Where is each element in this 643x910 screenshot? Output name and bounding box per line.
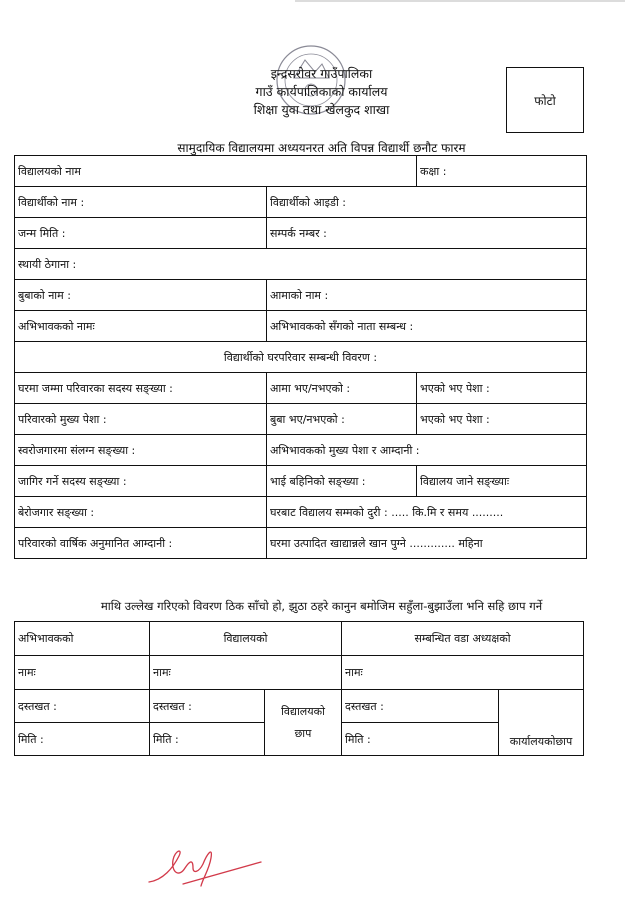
- guardian-name-field[interactable]: अभिभावकको नामः: [15, 311, 267, 342]
- guardian-income-field[interactable]: अभिभावकको मुख्य पेशा र आम्दानी :: [267, 435, 587, 466]
- class-field[interactable]: कक्षा :: [417, 156, 587, 187]
- declaration-text: माथि उल्लेख गरिएको विवरण ठिक साँचो हो, झुठा ठहरे कानुन बमोजिम सहुँला-बुझाउँला भनि सहि छाप गर्ने: [100, 599, 543, 613]
- annual-income-field[interactable]: परिवारको वार्षिक अनुमानित आम्दानी :: [15, 528, 267, 559]
- school-stamp-label: विद्यालयको: [281, 704, 325, 718]
- table-row: [15, 342, 587, 373]
- table-row: [15, 187, 587, 218]
- table-row: [15, 249, 587, 280]
- table-row: [15, 497, 587, 528]
- ward-chair-heading: सम्बन्धित वडा अध्यक्षको: [342, 622, 584, 656]
- father-occupation-field[interactable]: भएको भए पेशा :: [417, 404, 587, 435]
- table-row: [15, 466, 587, 497]
- municipality-name: इन्द्रसरोवर गाउँपालिका: [270, 66, 373, 81]
- stamp-label: छाप: [294, 726, 312, 740]
- school-stamp-box: [265, 690, 342, 756]
- siblings-field[interactable]: भाई बहिनिको सङ्ख्या :: [267, 466, 417, 497]
- mother-name-field[interactable]: आमाको नाम :: [267, 280, 587, 311]
- table-row: [15, 622, 584, 656]
- office-stamp-box: कार्यालयकोछाप: [499, 690, 584, 756]
- table-row: [15, 373, 587, 404]
- table-row: [15, 311, 587, 342]
- father-name-field[interactable]: बुबाको नाम :: [15, 280, 267, 311]
- photo-box: [506, 67, 584, 133]
- student-id-field[interactable]: विद्यार्थीको आइडी :: [267, 187, 587, 218]
- school-name-field[interactable]: विद्यालयको नाम: [15, 156, 417, 187]
- handwritten-signature-icon: [143, 838, 265, 894]
- table-row: [15, 435, 587, 466]
- family-occupation-field[interactable]: परिवारको मुख्य पेशा :: [15, 404, 267, 435]
- guardian-name-sign-field[interactable]: नामः: [15, 656, 150, 690]
- unemployed-field[interactable]: बेरोजगार सङ्ख्या :: [15, 497, 267, 528]
- self-employed-field[interactable]: स्वरोजगारमा संलग्न सङ्ख्या :: [15, 435, 267, 466]
- food-sufficiency-field[interactable]: घरमा उत्पादित खाद्यान्नले खान पुग्ने ............. महिना: [267, 528, 587, 559]
- section-name: शिक्षा युवा तथा खेलकुद शाखा: [253, 102, 390, 117]
- permanent-address-field[interactable]: स्थायी ठेगाना :: [15, 249, 587, 280]
- scan-edge-line: [295, 0, 625, 2]
- mother-status-field[interactable]: आमा भए/नभएको :: [267, 373, 417, 404]
- table-row: [15, 404, 587, 435]
- student-form-table: [14, 155, 587, 559]
- table-row: [15, 656, 584, 690]
- contact-field[interactable]: सम्पर्क नम्बर :: [267, 218, 587, 249]
- employed-members-field[interactable]: जागिर गर्ने सदस्य सङ्ख्या :: [15, 466, 267, 497]
- table-row: [15, 218, 587, 249]
- distance-field[interactable]: घरबाट विद्यालय सम्मको दुरी : ..... कि.मि र समय .........: [267, 497, 587, 528]
- table-row: [15, 690, 584, 723]
- student-name-field[interactable]: विद्यार्थीको नाम :: [15, 187, 267, 218]
- father-status-field[interactable]: बुबा भए/नभएको :: [267, 404, 417, 435]
- school-heading: विद्यालयको: [150, 622, 342, 656]
- school-going-field[interactable]: विद्यालय जाने सङ्ख्याः: [417, 466, 587, 497]
- photo-label: फोटो: [534, 93, 556, 108]
- table-row: [15, 528, 587, 559]
- form-title: सामुदायिक विद्यालयमा अध्ययनरत अति विपन्न विद्यार्थी छनौट फारम: [177, 141, 466, 155]
- dob-field[interactable]: जन्म मिति :: [15, 218, 267, 249]
- ward-date-field[interactable]: मिति :: [342, 723, 499, 756]
- ward-signature-field[interactable]: दस्तखत :: [342, 690, 499, 723]
- table-row: [15, 280, 587, 311]
- office-name: गाउँ कार्यपालिकाको कार्यालय: [255, 84, 388, 99]
- guardian-signature-field[interactable]: दस्तखत :: [15, 690, 150, 723]
- school-signature-field[interactable]: दस्तखत :: [150, 690, 265, 723]
- school-date-field[interactable]: मिति :: [150, 723, 265, 756]
- mother-occupation-field[interactable]: भएको भए पेशा :: [417, 373, 587, 404]
- ward-name-sign-field[interactable]: नामः: [342, 656, 584, 690]
- family-total-field[interactable]: घरमा जम्मा परिवारका सदस्य सङ्ख्या :: [15, 373, 267, 404]
- guardian-heading: अभिभावकको: [15, 622, 150, 656]
- guardian-relation-field[interactable]: अभिभावकको सँगको नाता सम्बन्ध :: [267, 311, 587, 342]
- guardian-date-field[interactable]: मिति :: [15, 723, 150, 756]
- school-name-sign-field[interactable]: नामः: [150, 656, 342, 690]
- table-row: [15, 156, 587, 187]
- signature-table: [14, 621, 584, 756]
- family-section-heading: विद्यार्थीको घरपरिवार सम्बन्धी विवरण :: [15, 342, 587, 373]
